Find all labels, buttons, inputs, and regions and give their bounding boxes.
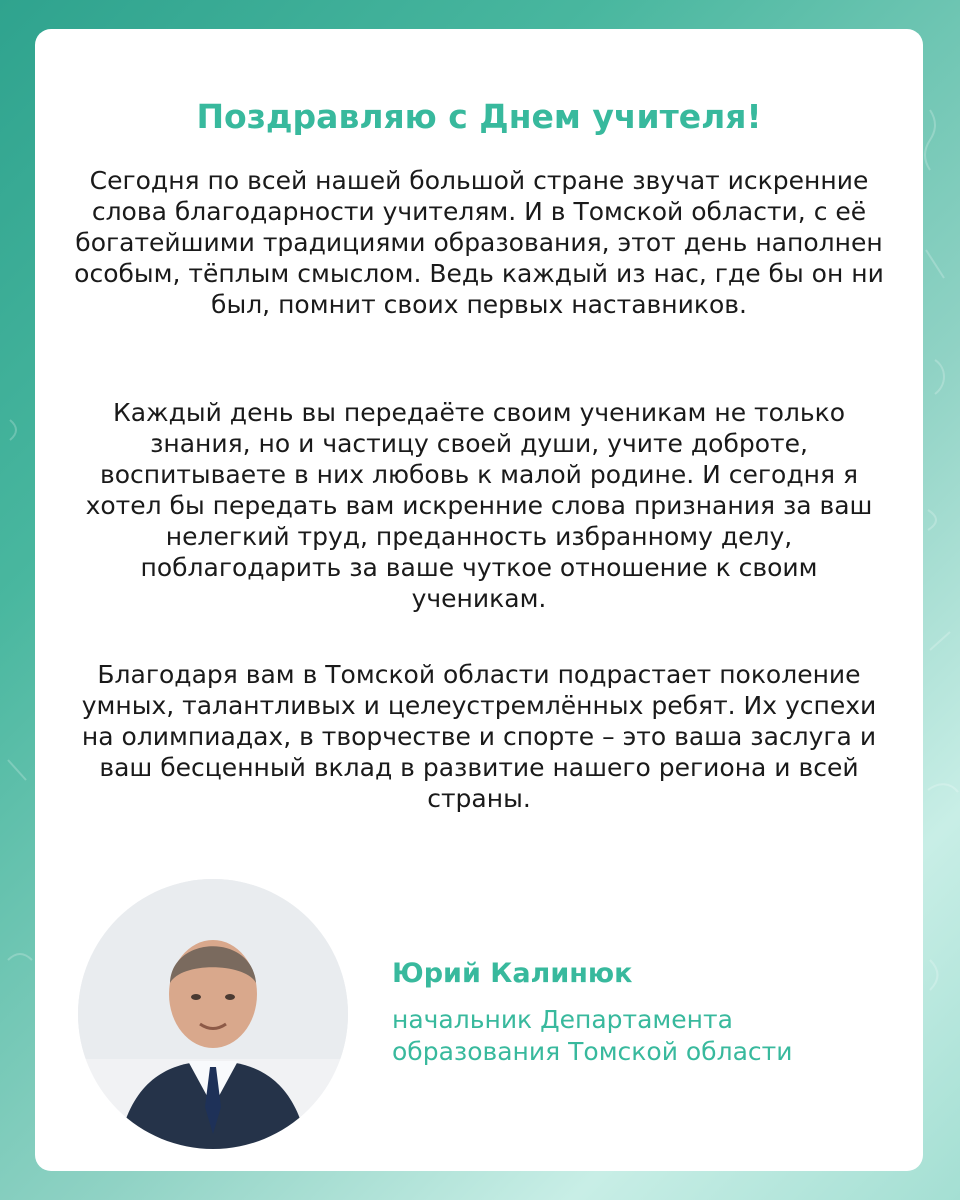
portrait-image [78,879,348,1149]
paragraph-2: Каждый день вы передаёте своим ученикам не только знания, но и частицу своей души, учите доброте, воспитываете в них любовь к малой родине. И сегодня я хотел бы передать вам искренние слова признания за ваш нелегкий труд, преданность избранному делу, поблагодарить за ваше чуткое отношение к своим ученикам. [85,398,873,613]
author-photo [78,879,348,1149]
author-name: Юрий Калинюк [392,958,633,989]
paragraph-1: Сегодня по всей нашей большой стране звучат искренние слова благодарности учителям. И в Томской области, с её богатейшими традициями образования, этот день наполнен особым, тёплым смыслом. Ведь каждый из нас, где бы он ни был, помнит своих первых наставников. [74,166,884,319]
greeting-card [35,29,923,1171]
greeting-title: Поздравляю с Днем учителя! [196,97,762,136]
paragraph-3: Благодаря вам в Томской области подрастает поколение умных, талантливых и целеустремлённых ребят. Их успехи на олимпиадах, в творчестве и спорте – это ваша заслуга и ваш бесценный вклад в развитие нашего региона и всей страны. [81,660,877,813]
author-position: начальник Департамента образования Томской области [392,1005,793,1066]
